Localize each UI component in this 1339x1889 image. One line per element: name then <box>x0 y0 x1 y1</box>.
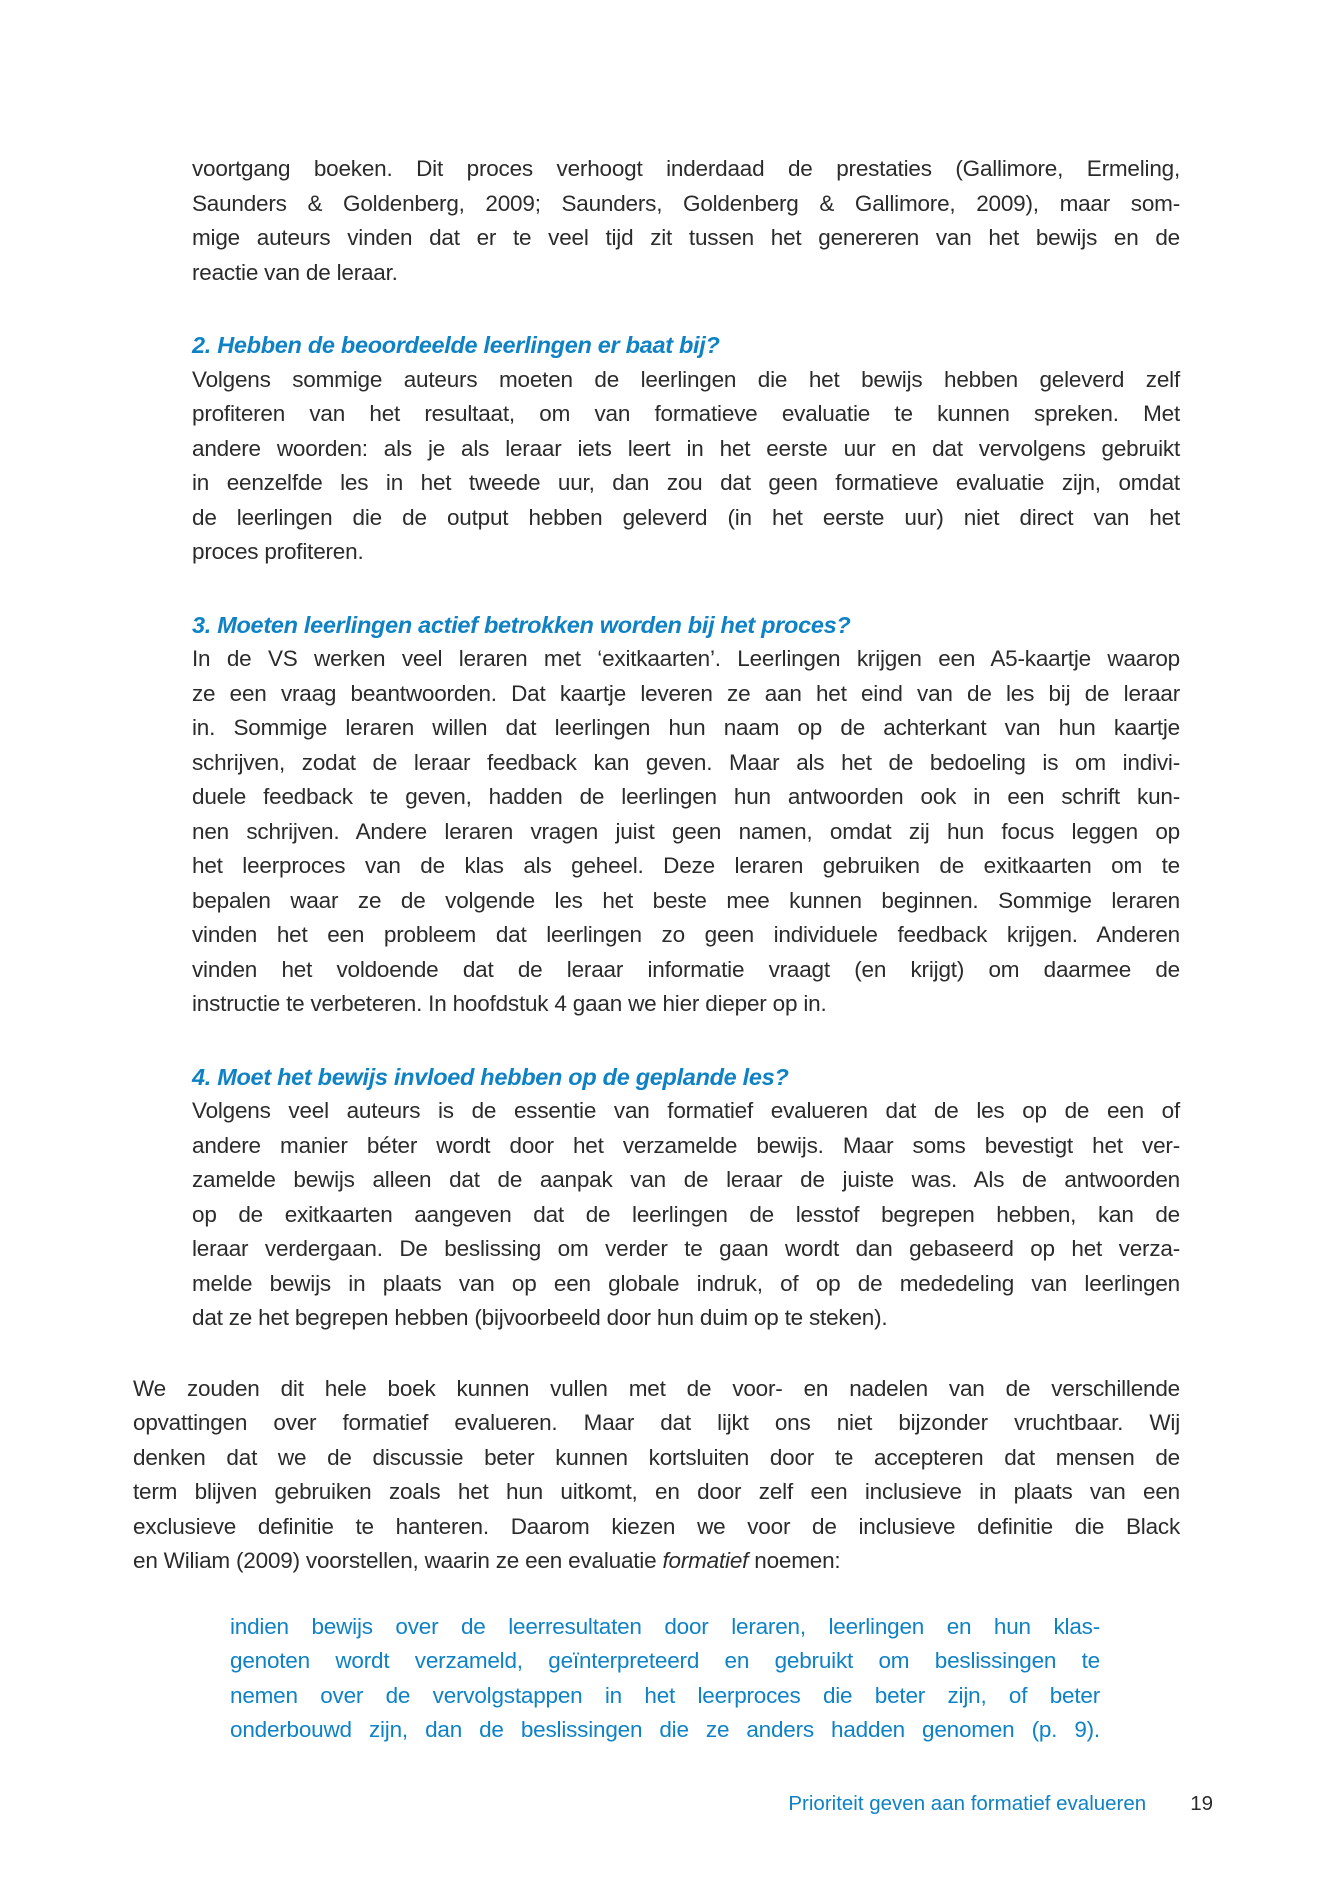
text-line: nen schrijven. Andere leraren vragen juist geen namen, omdat zij hun focus leggen op <box>192 818 1180 844</box>
text-line: instructie te verbeteren. In hoofdstuk 4 gaan we hier dieper op in. <box>192 991 827 1016</box>
text-line: proces profiteren. <box>192 539 364 564</box>
text-line: en Wiliam (2009) voorstellen, waarin ze een evaluatie formatief noemen: <box>133 1548 841 1573</box>
text-line: In de VS werken veel leraren met ‘exitkaarten’. Leerlingen krijgen een A5-kaartje waarop <box>192 646 1180 671</box>
text-line: het leerproces van de klas als geheel. Deze leraren gebruiken de exitkaarten om te <box>192 853 1180 878</box>
quote-block <box>230 1610 1100 1748</box>
text-line: reactie van de leraar. <box>192 259 398 285</box>
text-line: denken dat we de discussie beter kunnen kortsluiten door te accepteren dat mensen de <box>133 1444 1180 1470</box>
text-line: schrijven, zodat de leraar feedback kan geven. Maar als het de bedoeling is om indivi- <box>192 749 1180 775</box>
text-line: indien bewijs over de leerresultaten door leraren, leerlingen en hun klas- <box>230 1613 1100 1639</box>
text-line: onderbouwd zijn, dan de beslissingen die ze anders hadden genomen (p. 9). <box>230 1717 1100 1742</box>
body-paragraph <box>192 1094 1180 1336</box>
page-number: 19 <box>1190 1792 1213 1815</box>
text-line: Volgens veel auteurs is de essentie van formatief evalueren dat de les op de een of <box>192 1098 1180 1123</box>
text-line: duele feedback te geven, hadden de leerlingen hun antwoorden ook in een schrift kun- <box>192 784 1180 809</box>
text-line: zamelde bewijs alleen dat de aanpak van de leraar de juiste was. Als de antwoorden <box>192 1167 1180 1192</box>
text-line: term blijven gebruiken zoals het hun uitkomt, en door zelf een inclusieve in plaats van een <box>133 1479 1180 1504</box>
text-line: nemen over de vervolgstappen in het leerproces die beter zijn, of beter <box>230 1682 1100 1708</box>
body-paragraph <box>192 363 1180 570</box>
text-line: profiteren van het resultaat, om van formatieve evaluatie te kunnen spreken. Met <box>192 401 1180 426</box>
text-line: leraar verdergaan. De beslissing om verder te gaan wordt dan gebaseerd op het verza- <box>192 1236 1180 1261</box>
text-line: melde bewijs in plaats van op een globale indruk, of op de mededeling van leerlingen <box>192 1270 1180 1296</box>
text-line: vinden het een probleem dat leerlingen zo geen individuele feedback krijgen. Anderen <box>192 922 1180 947</box>
text-line: andere manier béter wordt door het verzamelde bewijs. Maar soms bevestigt het ver- <box>192 1132 1180 1158</box>
section-heading: 2. Hebben de beoordeelde leerlingen er baat bij? <box>192 332 720 358</box>
text-line: bepalen waar ze de volgende les het beste mee kunnen beginnen. Sommige leraren <box>192 887 1180 913</box>
text-line: vinden het voldoende dat de leraar informatie vraagt (en krijgt) om daarmee de <box>192 956 1180 982</box>
text-line: exclusieve definitie te hanteren. Daarom kiezen we voor de inclusieve definitie die Black <box>133 1513 1180 1539</box>
body-paragraph <box>192 642 1180 1022</box>
body-paragraph <box>133 1372 1180 1579</box>
text-line: dat ze het begrepen hebben (bijvoorbeeld door hun duim op te steken). <box>192 1305 888 1330</box>
text-line: voortgang boeken. Dit proces verhoogt inderdaad de prestaties (Gallimore, Ermeling, <box>192 156 1180 181</box>
text-line: Volgens sommige auteurs moeten de leerlingen die het bewijs hebben geleverd zelf <box>192 366 1180 392</box>
text-line: op de exitkaarten aangeven dat de leerlingen de lesstof begrepen hebben, kan de <box>192 1201 1180 1227</box>
page-content <box>133 152 1180 1748</box>
text-line: andere woorden: als je als leraar iets leert in het eerste uur en dat vervolgens gebruikt <box>192 435 1180 461</box>
text-line: opvattingen over formatief evalueren. Maar dat lijkt ons niet bijzonder vruchtbaar. Wij <box>133 1410 1180 1435</box>
text-line: mige auteurs vinden dat er te veel tijd zit tussen het genereren van het bewijs en de <box>192 225 1180 250</box>
text-line: de leerlingen die de output hebben geleverd (in het eerste uur) niet direct van het <box>192 504 1180 530</box>
text-line: genoten wordt verzameld, geïnterpreteerd en gebruikt om beslissingen te <box>230 1648 1100 1673</box>
section-heading: 3. Moeten leerlingen actief betrokken worden bij het proces? <box>192 611 851 638</box>
body-paragraph <box>192 152 1180 290</box>
page-footer <box>788 1791 1213 1817</box>
section-heading: 4. Moet het bewijs invloed hebben op de geplande les? <box>192 1063 789 1090</box>
text-line: Saunders & Goldenberg, 2009; Saunders, Goldenberg & Gallimore, 2009), maar som- <box>192 190 1180 216</box>
text-line: ze een vraag beantwoorden. Dat kaartje leveren ze aan het eind van de les bij de leraar <box>192 680 1180 706</box>
text-line: We zouden dit hele boek kunnen vullen met de voor- en nadelen van de verschillende <box>133 1375 1180 1401</box>
running-footer-title: Prioriteit geven aan formatief evalueren <box>788 1792 1147 1815</box>
text-line: in eenzelfde les in het tweede uur, dan zou dat geen formatieve evaluatie zijn, omdat <box>192 470 1180 495</box>
text-line: in. Sommige leraren willen dat leerlingen hun naam op de achterkant van hun kaartje <box>192 715 1180 740</box>
